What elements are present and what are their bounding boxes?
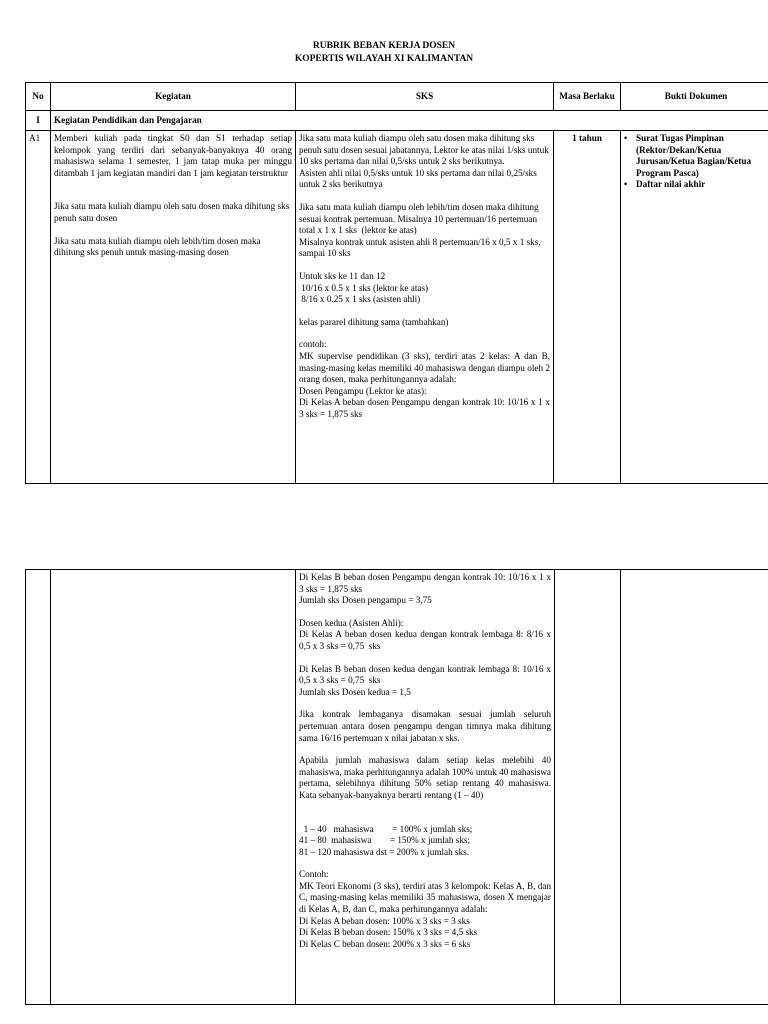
section-row — [26, 111, 768, 131]
sks-paragraph: Di Kelas B beban dosen Pengampu dengan kontrak 10: 10/16 x 1 x 3 sks = 1,875 sks Jumlah sks Dosen pengampu = 3,75 — [299, 572, 551, 606]
section-title: Kegiatan Pendidikan dan Pengajaran — [51, 111, 768, 131]
section-number: I — [26, 111, 51, 131]
kegiatan-paragraph: Jika satu mata kuliah diampu oleh satu dosen maka dihitung sks penuh satu dosen — [54, 201, 292, 223]
rubric-table-page2 — [25, 569, 768, 1005]
bukti-dokumen-cell — [621, 570, 768, 1005]
col-header-masa-berlaku: Masa Berlaku — [554, 83, 621, 111]
sks-paragraph: Apabila jumlah mahasiswa dalam setiap kelas melebihi 40 mahasiswa, maka perhitungannya adalah 100% untuk 40 mahasiswa pertama, selebihnya dihitung 50% setiap rentang 40 mahasiswa. Kata sebanyak-banyaknya berarti rentang (1 – 40) — [299, 755, 554, 800]
kegiatan-cell — [51, 570, 296, 1005]
col-header-bukti-dokumen: Bukti Dokumen — [621, 83, 768, 111]
sks-content — [296, 570, 555, 1004]
sks-paragraph: Dosen kedua (Asisten Ahli): Di Kelas A beban dosen kedua dengan kontrak lembaga 8: 8/16 x 0,5 x 3 sks = 0,75 sks — [299, 617, 551, 651]
kegiatan-cell — [51, 131, 296, 484]
sks-paragraph: 1 – 40 mahasiswa = 100% x jumlah sks; 41 – 80 mahasiswa = 150% x jumlah sks; 81 – 120 mahasiswa dst = 200% x jumlah sks. — [299, 823, 473, 857]
sks-cell — [296, 570, 621, 1005]
document-title: RUBRIK BEBAN KERJA DOSEN — [312, 41, 456, 51]
sks-paragraph: Jika kontrak lembaganya disamakan sesuai jumlah seluruh pertemuan antara dosen pengampu dengan timnya maka dihitung sama 16/16 pertemuan x nilai jabatan x sks. — [299, 709, 554, 743]
table-header-row — [26, 83, 768, 111]
sks-paragraph: kelas pararel dihitung sama (tambahkan) — [299, 316, 449, 327]
sks-paragraph: Jika satu mata kuliah diampu oleh lebih/tim dosen maka dihitung sesuai kontrak pertemuan. Misalnya 10 pertemuan/16 pertemuan total x 1 x 1 sks (lektor ke atas) Misalnya kontrak untuk asisten ahli 8 pertemuan/16 x 0,5 x 1 sks, sampai 10 sks — [299, 201, 541, 259]
sks-paragraph: Contoh: MK Teori Ekonomi (3 sks), terdiri atas 3 kelompok: Kelas A, B, dan C, masing-masing kelas memiliki 35 mahasiswa, dosen X mengajar di Kelas A, B, dan C, maka perhitungannya adalah: Di Kelas A beban dosen: 100% x 3 sks = 3 sks Di Kelas B beban dosen: 150% x 3 sks = 4,5 sks Di Kelas C beban dosen: 200% x 3 sks = 6 sks — [299, 869, 551, 949]
sks-paragraph: Untuk sks ke 11 dan 12 10/16 x 0.5 x 1 sks (lektor ke atas) 8/16 x 0.25 x 1 sks (asisten ahli) — [299, 270, 429, 305]
col-header-sks: SKS — [296, 83, 554, 111]
col-header-kegiatan: Kegiatan — [51, 83, 296, 111]
list-item: • Daftar nilai akhir — [624, 179, 768, 191]
sks-paragraph: contoh: MK supervise pendidikan (3 sks), terdiri atas 2 kelas: A dan B, masing-masing kelas memiliki 40 mahasiswa dengan diampu oleh 2 orang dosen, maka perhitungannya adalah: Dosen Pengampu (Lektor ke atas): Di Kelas A beban dosen Pengampu dengan kontrak 10: 10/16 x 1 x 3 sks = 1,875 sks — [299, 339, 550, 419]
row-number: A1 — [26, 131, 51, 484]
bukti-dokumen-cell — [621, 131, 768, 484]
sks-paragraph: Jika satu mata kuliah diampu oleh satu dosen maka dihitung sks penuh satu dosen sesuai jabatannya, Lektor ke atas nilai 1/sks untuk 10 sks pertama dan nilai 0,5/sks untuk 2 sks berikutnya. Asisten ahli nilai 0,5/sks untuk 10 sks pertama dan nilai 0,25/sks untuk 2 sks berikutnya — [299, 133, 549, 190]
kegiatan-paragraph: Jika satu mata kuliah diampu oleh lebih/tim dosen maka dihitung sks penuh untuk masing-masing dosen — [54, 235, 263, 258]
sks-cell — [296, 131, 554, 484]
masa-berlaku-cell — [555, 570, 620, 1004]
table-row — [26, 570, 768, 1005]
col-header-no: No — [26, 83, 51, 111]
list-item: • Surat Tugas Pimpinan (Rektor/Dekan/Ketua Jurusan/Ketua Bagian/Ketua Program Pasca) — [624, 133, 768, 179]
masa-berlaku-cell: 1 tahun — [554, 131, 621, 484]
kegiatan-paragraph: Memberi kuliah pada tingkat S0 dan S1 terhadap setiap kelompok yang terdiri dari sebanyak-banyaknya 40 orang mahasiswa selama 1 semester, 1 jam tatap muka per minggu ditambah 1 jam kegiatan mandiri dan 1 jam kegiatan terstruktur — [54, 133, 295, 178]
row-number — [26, 570, 51, 1005]
rubric-table-page1 — [25, 82, 768, 484]
sks-paragraph: Di Kelas B beban dosen kedua dengan kontrak lembaga 8: 10/16 x 0,5 x 3 sks = 0,75 sks Jumlah sks Dosen kedua = 1,5 — [299, 663, 551, 697]
bukti-dokumen-list — [624, 133, 768, 191]
document-subtitle: KOPERTIS WILAYAH XI KALIMANTAN — [294, 54, 474, 64]
table-row — [26, 131, 768, 484]
